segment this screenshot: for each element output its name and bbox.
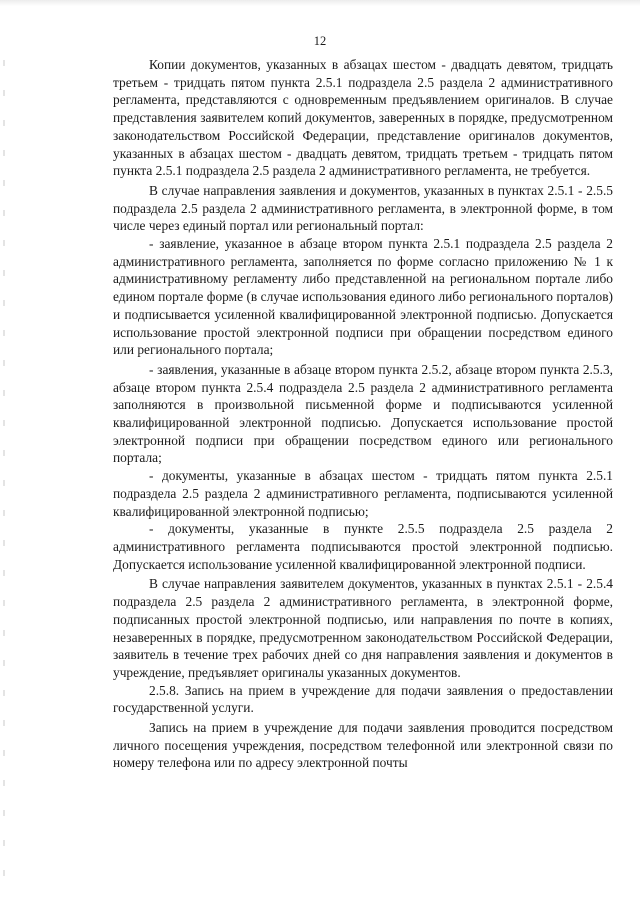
scan-top-shadow xyxy=(0,0,640,6)
list-item-documents-simple-signature: - документы, указанные в пункте 2.5.5 подраздела 2.5 раздела 2 административного регламента подписываются простой электронной подписью. Допускается использование усиленной квалифицированной электронной подписи. xyxy=(113,521,613,572)
paragraph-electronic-submission: В случае направления заявления и документов, указанных в пунктах 2.5.1 - 2.5.5 подраздела 2.5 раздела 2 административного регламента, в электронной форме, в том числе через единый портал или региональный портал: xyxy=(113,182,613,234)
page-number: 12 xyxy=(313,34,327,48)
list-item-documents-qualified-signature: - документы, указанные в абзацах шестом - тридцать пятом пункта 2.5.1 подраздела 2.5 раздела 2 административного регламента, подписываются усиленной квалифицированной электронной подписью; xyxy=(113,468,613,519)
paragraph-appointment-booking: Запись на прием в учреждение для подачи заявления проводится посредством личного посещения учреждения, посредством телефонной или электронной связи по номеру телефона или по адресу электронной почты xyxy=(113,720,613,771)
paragraph-originals-deadline: В случае направления заявителем документов, указанных в пунктах 2.5.1 - 2.5.4 подраздела 2.5 раздела 2 административного регламента, в электронной форме, подписанных простой электронной подписью, или направления по почте в копиях, незаверенных в порядке, предусмотренном законодательством Российской Федерации, заявитель в течение трех рабочих дней со дня направления заявления и документов в учреждение, предъявляет оригиналы указанных документов. xyxy=(113,576,613,680)
paragraph-copies-originals: Копии документов, указанных в абзацах шестом - двадцать девятом, тридцать третьем - тридцать пятом пункта 2.5.1 подраздела 2.5 раздела 2 административного регламента, представляются с одновременным предъявлением оригиналов. В случае представления заявителем копий документов, заверенных в порядке, предусмотренном законодательством Российской Федерации, представление оригиналов документов, указанных в абзацах шестом - двадцать девятом, тридцать третьем - тридцать пятом пункта 2.5.1 подраздела 2.5 раздела 2 административного регламента, не требуется. xyxy=(113,57,613,179)
list-item-applications-free-form: - заявления, указанные в абзаце втором пункта 2.5.2, абзаце втором пункта 2.5.3, абзаце втором пункта 2.5.4 подраздела 2.5 раздела 2 административного регламента заполняются в произвольной письменной форме и подписываются усиленной квалифицированной электронной подписью. Допускается использование простой электронной подписи при обращении посредством единого или регионального портала; xyxy=(113,361,613,466)
scan-left-edge xyxy=(3,60,5,880)
section-heading-2-5-8: 2.5.8. Запись на прием в учреждение для подачи заявления о предоставлении государственной услуги. xyxy=(113,682,613,716)
document-body xyxy=(113,56,613,772)
list-item-application-form: - заявление, указанное в абзаце втором пункта 2.5.1 подраздела 2.5 раздела 2 административного регламента, заполняется по форме согласно приложению № 1 к административному регламенту либо представленной на региональном портале либо едином портале форме (в случае использования единого либо регионального порталов) и подписывается усиленной квалифицированной электронной подписью. Допускается использование простой электронной подписи при обращении посредством единого или регионального портала; xyxy=(113,236,613,358)
